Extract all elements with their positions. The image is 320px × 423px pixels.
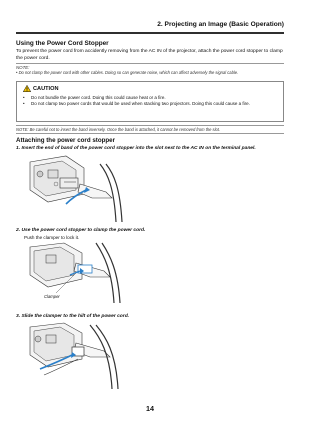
- step-1: 1. Insert the end of band of the power cord stopper into the slot next to the AC IN on the terminal panel.: [16, 146, 256, 151]
- clamper-label: Clamper: [44, 294, 60, 299]
- note-inverse: NOTE: Be careful not to insert the band inversely. Once the band is attached, it cannot be removed from the slot.: [16, 125, 284, 134]
- header-rule: [16, 32, 284, 34]
- note-text: • Do not clamp the power cord with other cables. Doing so can generate noise, which can affect adversely the signal cable.: [16, 70, 239, 75]
- bullet-icon: •: [23, 101, 25, 106]
- caution-title: CAUTION: [33, 85, 59, 92]
- section-title: Using the Power Cord Stopper: [16, 40, 109, 47]
- bullet-icon: •: [23, 95, 25, 100]
- section-intro: To prevent the power cord from accidently removing from the AC IN of the projector, attach the power cord stopper to clamp the power cord.: [16, 49, 283, 61]
- step-2-instruction: Push the clamper to lock it.: [24, 235, 80, 240]
- figure-clamp-cord: [26, 241, 124, 307]
- page-number: 14: [146, 404, 154, 413]
- caution-heading: [23, 85, 277, 92]
- caution-list: [23, 95, 277, 107]
- note-block: [16, 63, 284, 76]
- page-header: 2. Projecting an Image (Basic Operation): [157, 21, 284, 28]
- caution-box: [16, 81, 284, 122]
- subsection-title: Attaching the power cord stopper: [16, 137, 116, 144]
- caution-item: • Do not clamp two power cords that would be used when stacking two projectors. Doing this could cause a fire.: [23, 101, 250, 106]
- figure-slide-clamper: [26, 321, 124, 391]
- caution-item: • Do not bundle the power cord. Doing this could cause heat or a fire.: [23, 95, 166, 100]
- figure-insert-band: [26, 154, 124, 224]
- note-label: NOTE:: [16, 65, 30, 70]
- step-2: 2. Use the power cord stopper to clamp the power cord.: [16, 228, 146, 233]
- warning-icon: [23, 85, 31, 92]
- step-3: 3. Slide the clamper to the hilt of the power cord.: [16, 314, 130, 319]
